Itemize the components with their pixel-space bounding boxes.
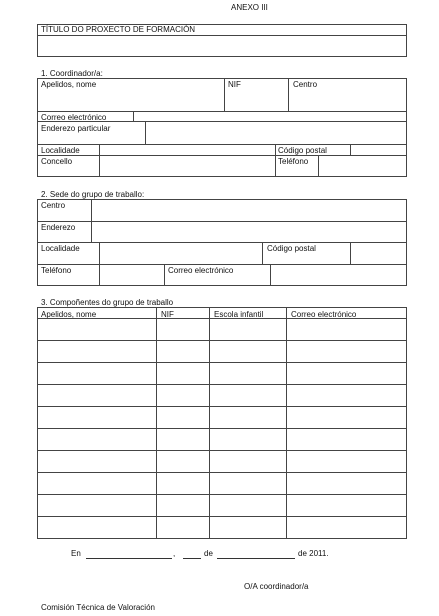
venue-locality-field[interactable] bbox=[100, 243, 261, 263]
member-cell-nif[interactable] bbox=[157, 319, 208, 339]
member-cell-email[interactable] bbox=[287, 385, 405, 405]
venue-phone-label: Teléfono bbox=[41, 266, 72, 275]
member-cell-email[interactable] bbox=[287, 407, 405, 427]
members-col-name: Apelidos, nome bbox=[41, 310, 97, 319]
member-cell-name[interactable] bbox=[39, 473, 155, 493]
venue-vline-3 bbox=[262, 242, 263, 264]
members-table bbox=[37, 307, 407, 539]
member-cell-nif[interactable] bbox=[157, 473, 208, 493]
member-cell-email[interactable] bbox=[287, 319, 405, 339]
member-cell-school[interactable] bbox=[210, 319, 285, 339]
member-cell-name[interactable] bbox=[39, 517, 155, 537]
venue-postcode-label: Código postal bbox=[267, 244, 316, 253]
coordinator-email-field[interactable] bbox=[134, 112, 406, 120]
member-cell-email[interactable] bbox=[287, 429, 405, 449]
members-col-email: Correo electrónico bbox=[291, 310, 357, 319]
annex-title: ANEXO III bbox=[231, 3, 268, 12]
venue-postcode-field[interactable] bbox=[351, 243, 406, 263]
venue-email-label: Correo electrónico bbox=[168, 266, 234, 275]
member-cell-school[interactable] bbox=[210, 385, 285, 405]
member-cell-nif[interactable] bbox=[157, 341, 208, 361]
signature-month-field[interactable] bbox=[217, 550, 295, 559]
venue-centre-label: Centro bbox=[41, 201, 66, 210]
member-cell-email[interactable] bbox=[287, 473, 405, 493]
coordinator-nif-field[interactable] bbox=[225, 90, 287, 110]
member-cell-nif[interactable] bbox=[157, 407, 208, 427]
signature-de: de bbox=[204, 549, 213, 558]
member-cell-school[interactable] bbox=[210, 451, 285, 471]
member-cell-email[interactable] bbox=[287, 363, 405, 383]
coordinator-name-field[interactable] bbox=[38, 90, 223, 110]
member-cell-name[interactable] bbox=[39, 385, 155, 405]
coordinator-phone-label: Teléfono bbox=[278, 157, 309, 166]
member-cell-nif[interactable] bbox=[157, 363, 208, 383]
member-cell-school[interactable] bbox=[210, 495, 285, 515]
member-cell-school[interactable] bbox=[210, 341, 285, 361]
coordinator-vline-6 bbox=[275, 144, 276, 177]
member-cell-email[interactable] bbox=[287, 341, 405, 361]
members-heading: 3. Compoñentes do grupo de traballo bbox=[41, 298, 174, 307]
signature-place-prefix: En bbox=[71, 549, 81, 558]
coordinator-postcode-field[interactable] bbox=[351, 145, 406, 154]
venue-address-field[interactable] bbox=[92, 222, 406, 241]
commission-label: Comisión Técnica de Valoración bbox=[41, 603, 155, 612]
venue-locality-label: Localidade bbox=[41, 244, 80, 253]
member-cell-school[interactable] bbox=[210, 473, 285, 493]
coordinator-email-label: Correo electrónico bbox=[41, 113, 107, 122]
signature-year: de 2011. bbox=[298, 549, 329, 558]
member-cell-name[interactable] bbox=[39, 407, 155, 427]
coordinator-phone-field[interactable] bbox=[319, 156, 406, 176]
signature-day-field[interactable] bbox=[183, 550, 201, 559]
coordinator-nif-label: NIF bbox=[228, 80, 241, 89]
signature-place-field[interactable] bbox=[86, 550, 172, 559]
member-cell-name[interactable] bbox=[39, 363, 155, 383]
venue-email-field[interactable] bbox=[271, 265, 406, 285]
member-cell-nif[interactable] bbox=[157, 451, 208, 471]
member-cell-nif[interactable] bbox=[157, 517, 208, 537]
member-cell-nif[interactable] bbox=[157, 429, 208, 449]
coordinator-council-field[interactable] bbox=[100, 156, 274, 176]
member-cell-school[interactable] bbox=[210, 407, 285, 427]
member-cell-nif[interactable] bbox=[157, 495, 208, 515]
coordinator-heading: 1. Coordinador/a: bbox=[41, 69, 103, 78]
venue-address-label: Enderezo bbox=[41, 223, 76, 232]
member-cell-school[interactable] bbox=[210, 429, 285, 449]
coordinator-council-label: Concello bbox=[41, 157, 73, 166]
venue-centre-field[interactable] bbox=[92, 200, 406, 220]
member-cell-email[interactable] bbox=[287, 517, 405, 537]
coordinator-centre-field[interactable] bbox=[289, 90, 406, 110]
project-title-field[interactable] bbox=[38, 36, 406, 56]
member-cell-name[interactable] bbox=[39, 429, 155, 449]
venue-heading: 2. Sede do grupo de traballo: bbox=[41, 190, 145, 199]
coordinator-centre-label: Centro bbox=[293, 80, 318, 89]
coordinator-address-label: Enderezo particular bbox=[41, 124, 111, 133]
venue-phone-field[interactable] bbox=[100, 265, 163, 285]
member-cell-name[interactable] bbox=[39, 319, 155, 339]
signature-role: O/A coordinador/a bbox=[244, 582, 309, 591]
signature-comma: , bbox=[173, 549, 176, 558]
member-cell-name[interactable] bbox=[39, 451, 155, 471]
member-cell-email[interactable] bbox=[287, 451, 405, 471]
coordinator-name-label: Apelidos, nome bbox=[41, 80, 97, 89]
members-col-nif: NIF bbox=[161, 310, 174, 319]
coordinator-locality-field[interactable] bbox=[100, 145, 274, 154]
project-title-label: TÍTULO DO PROXECTO DE FORMACIÓN bbox=[41, 25, 196, 34]
coordinator-postcode-label: Código postal bbox=[278, 146, 327, 155]
member-cell-school[interactable] bbox=[210, 363, 285, 383]
member-cell-nif[interactable] bbox=[157, 385, 208, 405]
coordinator-locality-label: Localidade bbox=[41, 146, 80, 155]
member-cell-email[interactable] bbox=[287, 495, 405, 515]
members-col-school: Escola infantil bbox=[214, 310, 264, 319]
member-cell-school[interactable] bbox=[210, 517, 285, 537]
venue-vline-5 bbox=[164, 264, 165, 286]
member-cell-name[interactable] bbox=[39, 341, 155, 361]
member-cell-name[interactable] bbox=[39, 495, 155, 515]
coordinator-address-field[interactable] bbox=[146, 122, 406, 143]
